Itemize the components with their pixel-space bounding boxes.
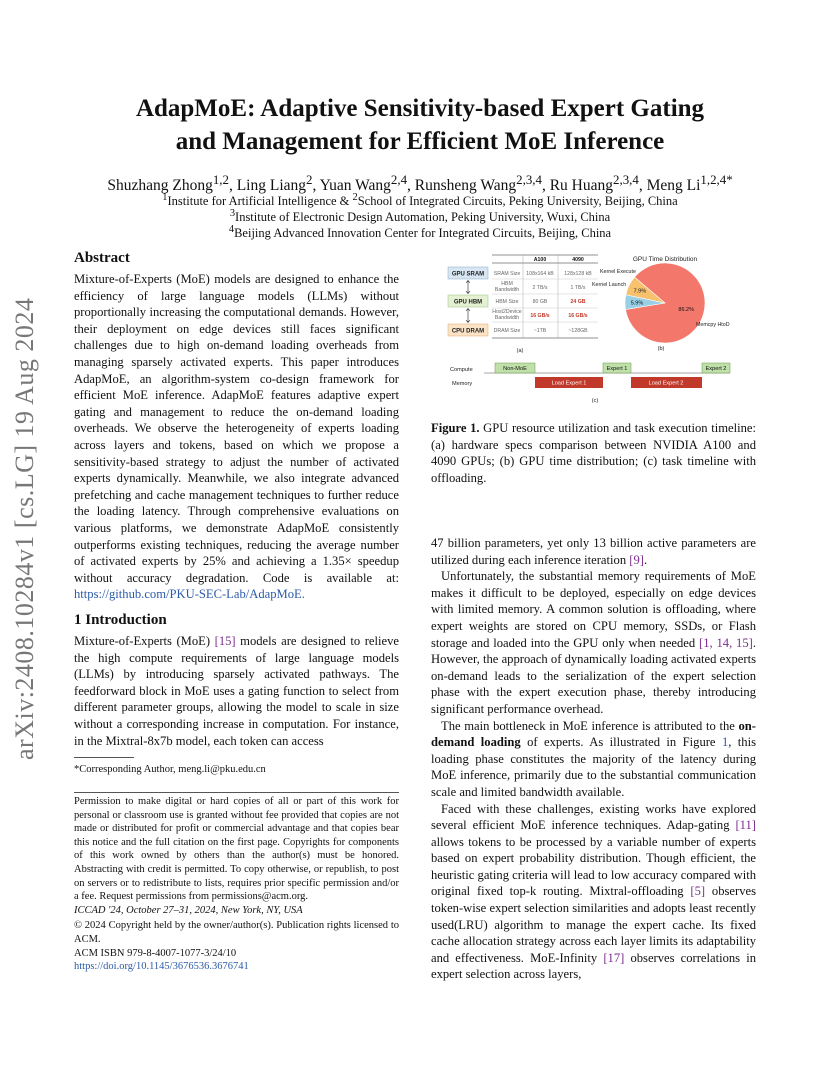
memory-label: Memory	[452, 381, 473, 387]
caption-a: (a)	[516, 348, 524, 354]
abstract-text: Mixture-of-Experts (MoE) models are designed to enhance the efficiency of large language models (LLMs) without proportionally increasing the computational demands. However, their deployment on edge devices still faces significant challenges due to high on-demand loading overheads from managing sparsely activated experts. This paper introduces AdapMoE, an algorithm-system co-design framework for efficient MoE inference. AdapMoE features adaptive expert gating and management to reduce the on-demand loading overheads. We observe the heterogeneity of experts loading across layers and tokens, based on which we propose a sensitivity-based strategy to adjust the number of activated experts dynamically. Meanwhile, we also integrate advanced prefetching and cache management techniques to further reduce the loading latency. Through comprehensive evaluations on various platforms, we demonstrate AdapMoE consistently outperforms existing techniques, reducing the average number of activated experts by 25% and achieving a 1.35× speedup without accuracy degradation. Code is available at:	[74, 272, 399, 585]
p2-text-a: The main bottleneck in MoE inference is attributed to the	[441, 718, 739, 733]
pie-value-label: 7.9%	[633, 288, 647, 295]
doi-link[interactable]: https://doi.org/10.1145/3676536.3676741	[74, 961, 249, 973]
pie-value-label: 86.2%	[678, 306, 695, 313]
permission-text: Permission to make digital or hard copies of all or part of this work for personal or classroom use is granted without fee provided that copies are not made or distributed for profit or commercial advantage and that copies bear this notice and the full citation on the first page. Copyrights for components of this work owned by others than the author(s) must be honored. Abstracting with credit is permitted. To copy otherwise, or republish, to post on servers or to redistribute to lists, requires prior specific permission and/or a fee. Request permissions from permissions@acm.org.	[74, 796, 399, 903]
specs-table	[492, 255, 598, 338]
isbn: ACM ISBN 979-8-4007-1077-3/24/10	[74, 947, 237, 959]
abstract-heading: Abstract	[74, 250, 130, 266]
footnote: *Corresponding Author, meng.li@pku.edu.cn	[74, 764, 266, 775]
paper-title	[60, 92, 780, 158]
row-label-hbm: HBM Size	[495, 299, 519, 305]
p0-text-a: 47 billion parameters, yet only 13 billion active parameters are utilized during each inference iteration	[431, 536, 756, 567]
memory-hierarchy	[448, 267, 488, 336]
row-label-dram: DRAM Size	[493, 328, 521, 334]
paragraph-bottleneck	[431, 718, 756, 801]
p1-text-b: . However, the approach of dynamically loading activated experts on-demand leads to the serialization of the expert selection phase with the expert execution phase, thereby introducing significant performance overhead.	[431, 635, 756, 716]
p3-text-b: allows tokens to be processed by a variable number of experts based on expert probability distribution. Though efficient, the heuristic gating criteria will lead to low accuracy compared with original fixed top-k routing. Mixtral-offloading	[431, 834, 756, 899]
p3-text-d: observes correlations in expert selection across layers,	[431, 950, 756, 982]
citation-link[interactable]: [11]	[735, 818, 756, 833]
legend-kernel-launch: Kernel Launch	[592, 282, 627, 288]
intro-text-b: models are designed to relieve the high compute requirements of large language models (LLMs) by introducing sparsely activated pathways. The feedforward block in MoE uses a gating function to select from different parameter groups, allowing the model to scale in size without a corresponding increase in computation. For instance, in the Mixtral-8x7b model, each token can access	[74, 634, 399, 748]
authors: Shuzhang Zhong$^{1,2}$, Ling Liang$^2$, Yuan Wang$^{2,4}$, Runsheng Wang$^{2,3,4}$, Ru Huang$^{2,3,4}$, Meng $Li^{1,2,4*}$	[107, 172, 733, 195]
intro-heading: 1 Introduction	[74, 612, 167, 628]
citation-link[interactable]: [1, 14, 15]	[699, 635, 753, 650]
conference-info: ICCAD '24, October 27–31, 2024, New York, NY, USA	[74, 904, 303, 916]
p2-bold: on-demand loading	[431, 718, 756, 750]
affiliation-3: $^4$Beijing Advanced Innovation Center for Integrated Circuits, Beijing, China	[228, 224, 612, 241]
gpu-sram-label: GPU SRAM	[451, 271, 485, 278]
copyright: © 2024 Copyright held by the owner/author(s). Publication rights licensed to ACM.	[74, 920, 399, 945]
cpu-dram-label: CPU DRAM	[451, 328, 485, 335]
pie-chart	[625, 263, 705, 343]
legend-kernel-execute: Kernel Execute	[600, 269, 636, 275]
caption-b: (b)	[657, 346, 665, 352]
p1-text-a: Unfortunately, the substantial memory requirements of MoE makes it difficult to be deployed, especially on edge devices with limited memory. A common solution is offloading, where expert weights are stored on CPU memory, SSDs, or Flash storage and loaded into the GPU only when needed	[431, 569, 756, 650]
title-line-1: AdapMoE: Adaptive Sensitivity-based Expert Gating	[135, 95, 705, 122]
pie-title: GPU Time Distribution	[632, 256, 698, 263]
permission-block	[74, 795, 399, 974]
code-link[interactable]: https://github.com/PKU-SEC-Lab/AdapMoE.	[74, 587, 305, 602]
intro-paragraph	[74, 633, 399, 749]
citation-link[interactable]: [9]	[629, 552, 644, 567]
gpu-hbm-label: GPU HBM	[453, 299, 483, 306]
citation-link[interactable]: [5]	[690, 884, 706, 899]
paragraph-memory	[431, 568, 756, 717]
svg-text:Bandwidth: Bandwidth	[494, 315, 520, 321]
footnote-rule	[74, 757, 134, 758]
cell-a100-hbm: 80 GB	[532, 299, 548, 305]
cell-4090-hbm: 24 GB	[570, 299, 586, 305]
load2-label: Load Expert 2	[648, 380, 684, 387]
cell-a100-h2d: 16 GB/s	[530, 313, 550, 319]
paragraph-params	[431, 535, 756, 568]
paragraph-related	[431, 801, 756, 984]
figure-1	[440, 246, 760, 408]
pie-value-label: 5.9%	[630, 300, 644, 307]
cell-4090-dram: ~128GB	[568, 328, 588, 334]
svg-text:HBM: HBM	[501, 281, 513, 287]
cell-4090-bw: 1 TB/s	[570, 285, 586, 291]
expert1-label: Expert 1	[606, 366, 628, 372]
arxiv-stamp: arXiv:2408.10284v1 [cs.LG] 19 Aug 2024	[10, 297, 39, 760]
load1-label: Load Expert 1	[551, 380, 587, 387]
legend-memcpy: Memcpy HtoD	[696, 322, 730, 328]
col-a100: A100	[533, 257, 547, 263]
row-label-sram: SRAM Size	[493, 271, 521, 277]
citation-link[interactable]: [15]	[214, 634, 236, 648]
cell-4090-sram: 128x128 kB	[564, 271, 592, 277]
col-4090: 4090	[572, 257, 584, 263]
figure-label: Figure 1.	[431, 421, 480, 435]
abstract-section	[74, 250, 399, 603]
svg-text:Host2Device: Host2Device	[492, 309, 522, 315]
expert2-label: Expert 2	[705, 366, 727, 372]
caption-c: (c)	[591, 398, 599, 404]
p0-text-b: .	[643, 552, 648, 567]
cell-a100-bw: 2 TB/s	[532, 285, 548, 291]
cell-4090-h2d: 16 GB/s	[568, 313, 588, 319]
timeline	[450, 363, 730, 404]
figure-caption-text: GPU resource utilization and task execution timeline: (a) hardware specs comparison between NVIDIA A100 and 4090 GPUs; (b) GPU time distribution; (c) task timeline with offloading.	[431, 421, 756, 485]
p2-text-b: of experts. As illustrated in Figure	[520, 735, 722, 750]
affiliation-1: $^1$Institute for Artificial Intelligence & $^2$School of Integrated Circuits, Peking University, Beijing, China	[162, 192, 678, 209]
permission-rule	[74, 792, 399, 793]
svg-text:Bandwidth: Bandwidth	[494, 287, 520, 293]
affiliation-2: $^3$Institute of Electronic Design Automation, Peking University, Wuxi, China	[229, 208, 611, 225]
intro-text-a: Mixture-of-Experts (MoE)	[74, 634, 215, 648]
abstract-body	[74, 271, 399, 603]
citation-link[interactable]: [17]	[603, 950, 625, 965]
p2-text-c: , this loading phase constitutes the majority of the latency during MoE inference, primarily due to the substantial communication scale and limited bandwidth available.	[431, 735, 756, 799]
non-moe-label: Non-MoE	[503, 366, 527, 372]
right-column	[431, 535, 756, 983]
intro-section	[74, 612, 399, 749]
p3-text-c: observes token-wise expert selection similarities and adopts least recently used(LRU) algorithm to manage the expert cache. Its fixed cache allocation strategy across each layer limits its adaptability and effectiveness. MoE-Infinity	[431, 884, 756, 965]
p3-text-a: Faced with these challenges, existing works have explored several efficient MoE inference techniques. Adap-gating	[431, 801, 756, 833]
figure-caption	[431, 420, 756, 486]
title-line-2: and Management for Efficient MoE Inference	[175, 128, 665, 155]
cell-a100-dram: ~1TB	[533, 328, 547, 334]
cell-a100-sram: 108x164 kB	[526, 271, 554, 277]
figure-ref-link[interactable]: 1	[721, 735, 729, 750]
compute-label: Compute	[450, 367, 473, 373]
